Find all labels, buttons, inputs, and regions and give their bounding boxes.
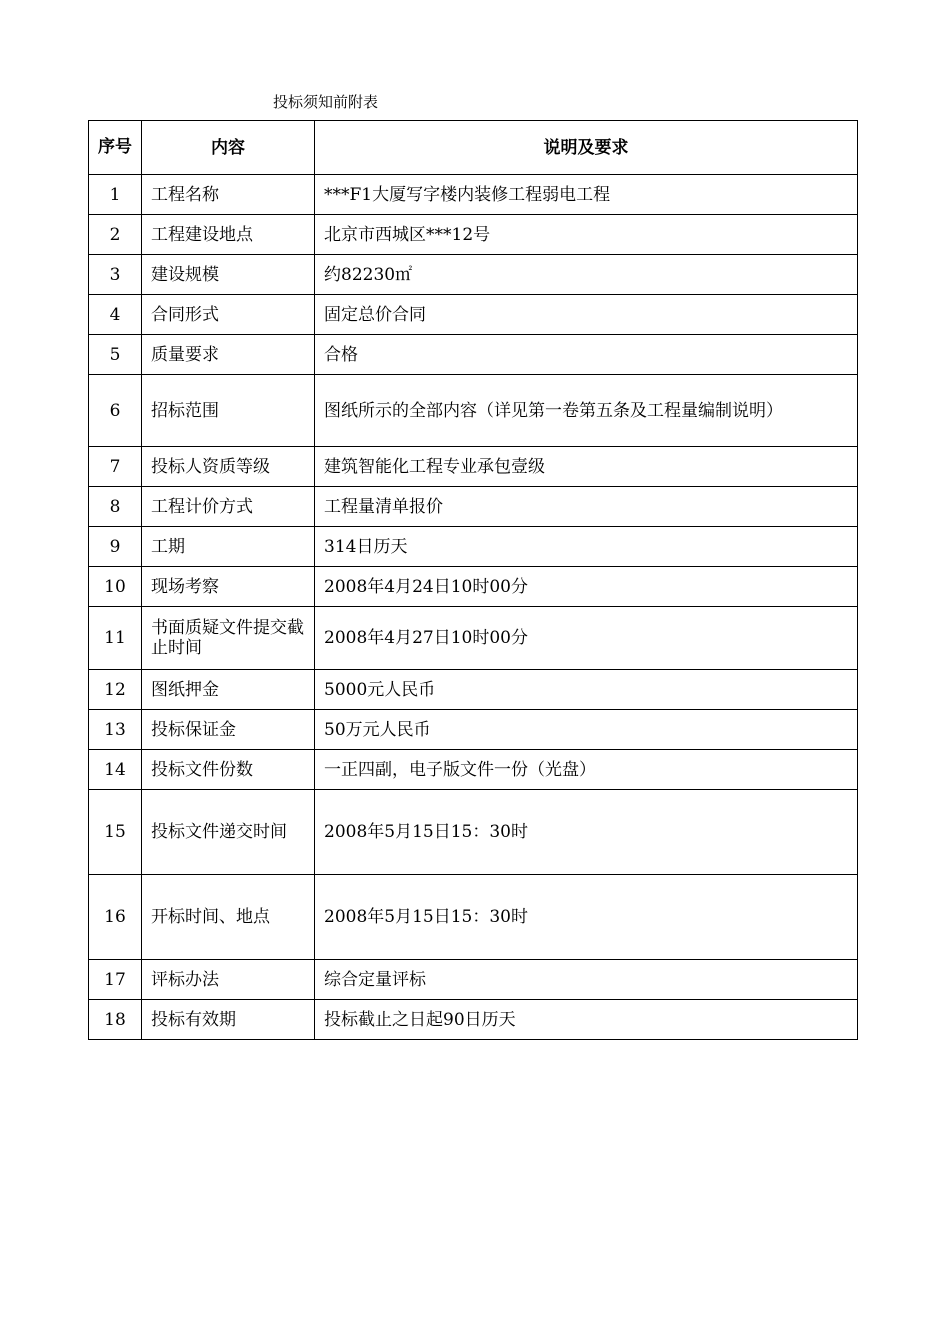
table-row — [89, 790, 858, 875]
row-seq: 12 — [89, 670, 142, 710]
row-description: 2008年5月15日15：30时 — [315, 875, 858, 960]
table-row — [89, 567, 858, 607]
table-row — [89, 175, 858, 215]
row-seq: 1 — [89, 175, 142, 215]
row-description: 建筑智能化工程专业承包壹级 — [315, 447, 858, 487]
table-row — [89, 710, 858, 750]
document-title: 投标须知前附表 — [273, 93, 379, 111]
row-description: 合格 — [315, 335, 858, 375]
row-content: 现场考察 — [142, 567, 315, 607]
row-seq: 14 — [89, 750, 142, 790]
header-description: 说明及要求 — [315, 121, 858, 175]
row-description: 2008年5月15日15：30时 — [315, 790, 858, 875]
row-description: 5000元人民币 — [315, 670, 858, 710]
table-row — [89, 750, 858, 790]
row-content: 图纸押金 — [142, 670, 315, 710]
row-content: 工期 — [142, 527, 315, 567]
table-row — [89, 960, 858, 1000]
table-row — [89, 607, 858, 670]
row-content: 工程建设地点 — [142, 215, 315, 255]
table-row — [89, 487, 858, 527]
row-content: 建设规模 — [142, 255, 315, 295]
row-description: 综合定量评标 — [315, 960, 858, 1000]
row-seq: 10 — [89, 567, 142, 607]
row-content: 投标文件递交时间 — [142, 790, 315, 875]
row-description: 2008年4月24日10时00分 — [315, 567, 858, 607]
row-content: 投标人资质等级 — [142, 447, 315, 487]
table-row — [89, 215, 858, 255]
row-description: 314日历天 — [315, 527, 858, 567]
row-description: 投标截止之日起90日历天 — [315, 1000, 858, 1040]
row-content: 合同形式 — [142, 295, 315, 335]
row-seq: 4 — [89, 295, 142, 335]
row-seq: 13 — [89, 710, 142, 750]
row-description: ***F1大厦写字楼内装修工程弱电工程 — [315, 175, 858, 215]
table-row — [89, 527, 858, 567]
row-seq: 8 — [89, 487, 142, 527]
row-description: 北京市西城区***12号 — [315, 215, 858, 255]
row-content: 投标保证金 — [142, 710, 315, 750]
row-seq: 17 — [89, 960, 142, 1000]
table-row — [89, 255, 858, 295]
row-seq: 2 — [89, 215, 142, 255]
row-seq: 18 — [89, 1000, 142, 1040]
row-content: 工程计价方式 — [142, 487, 315, 527]
table-row — [89, 335, 858, 375]
row-content: 评标办法 — [142, 960, 315, 1000]
row-seq: 7 — [89, 447, 142, 487]
row-description: 2008年4月27日10时00分 — [315, 607, 858, 670]
table-row — [89, 447, 858, 487]
row-content: 工程名称 — [142, 175, 315, 215]
row-description: 工程量清单报价 — [315, 487, 858, 527]
row-content: 书面质疑文件提交截止时间 — [142, 607, 315, 670]
row-description: 图纸所示的全部内容（详见第一卷第五条及工程量编制说明） — [315, 375, 858, 447]
table-row — [89, 670, 858, 710]
table-row — [89, 875, 858, 960]
header-seq: 序号 — [89, 121, 142, 175]
table-row — [89, 295, 858, 335]
row-seq: 16 — [89, 875, 142, 960]
row-seq: 6 — [89, 375, 142, 447]
row-description: 一正四副，电子版文件一份（光盘） — [315, 750, 858, 790]
row-seq: 3 — [89, 255, 142, 295]
row-description: 约82230㎡ — [315, 255, 858, 295]
row-content: 投标文件份数 — [142, 750, 315, 790]
row-description: 固定总价合同 — [315, 295, 858, 335]
row-content: 投标有效期 — [142, 1000, 315, 1040]
table-header-row — [89, 121, 858, 175]
row-content: 开标时间、地点 — [142, 875, 315, 960]
table-row — [89, 1000, 858, 1040]
table-row — [89, 375, 858, 447]
row-seq: 9 — [89, 527, 142, 567]
row-seq: 5 — [89, 335, 142, 375]
row-seq: 11 — [89, 607, 142, 670]
header-content: 内容 — [142, 121, 315, 175]
row-content: 质量要求 — [142, 335, 315, 375]
row-seq: 15 — [89, 790, 142, 875]
row-description: 50万元人民币 — [315, 710, 858, 750]
bid-appendix-table — [88, 120, 858, 1040]
row-content: 招标范围 — [142, 375, 315, 447]
